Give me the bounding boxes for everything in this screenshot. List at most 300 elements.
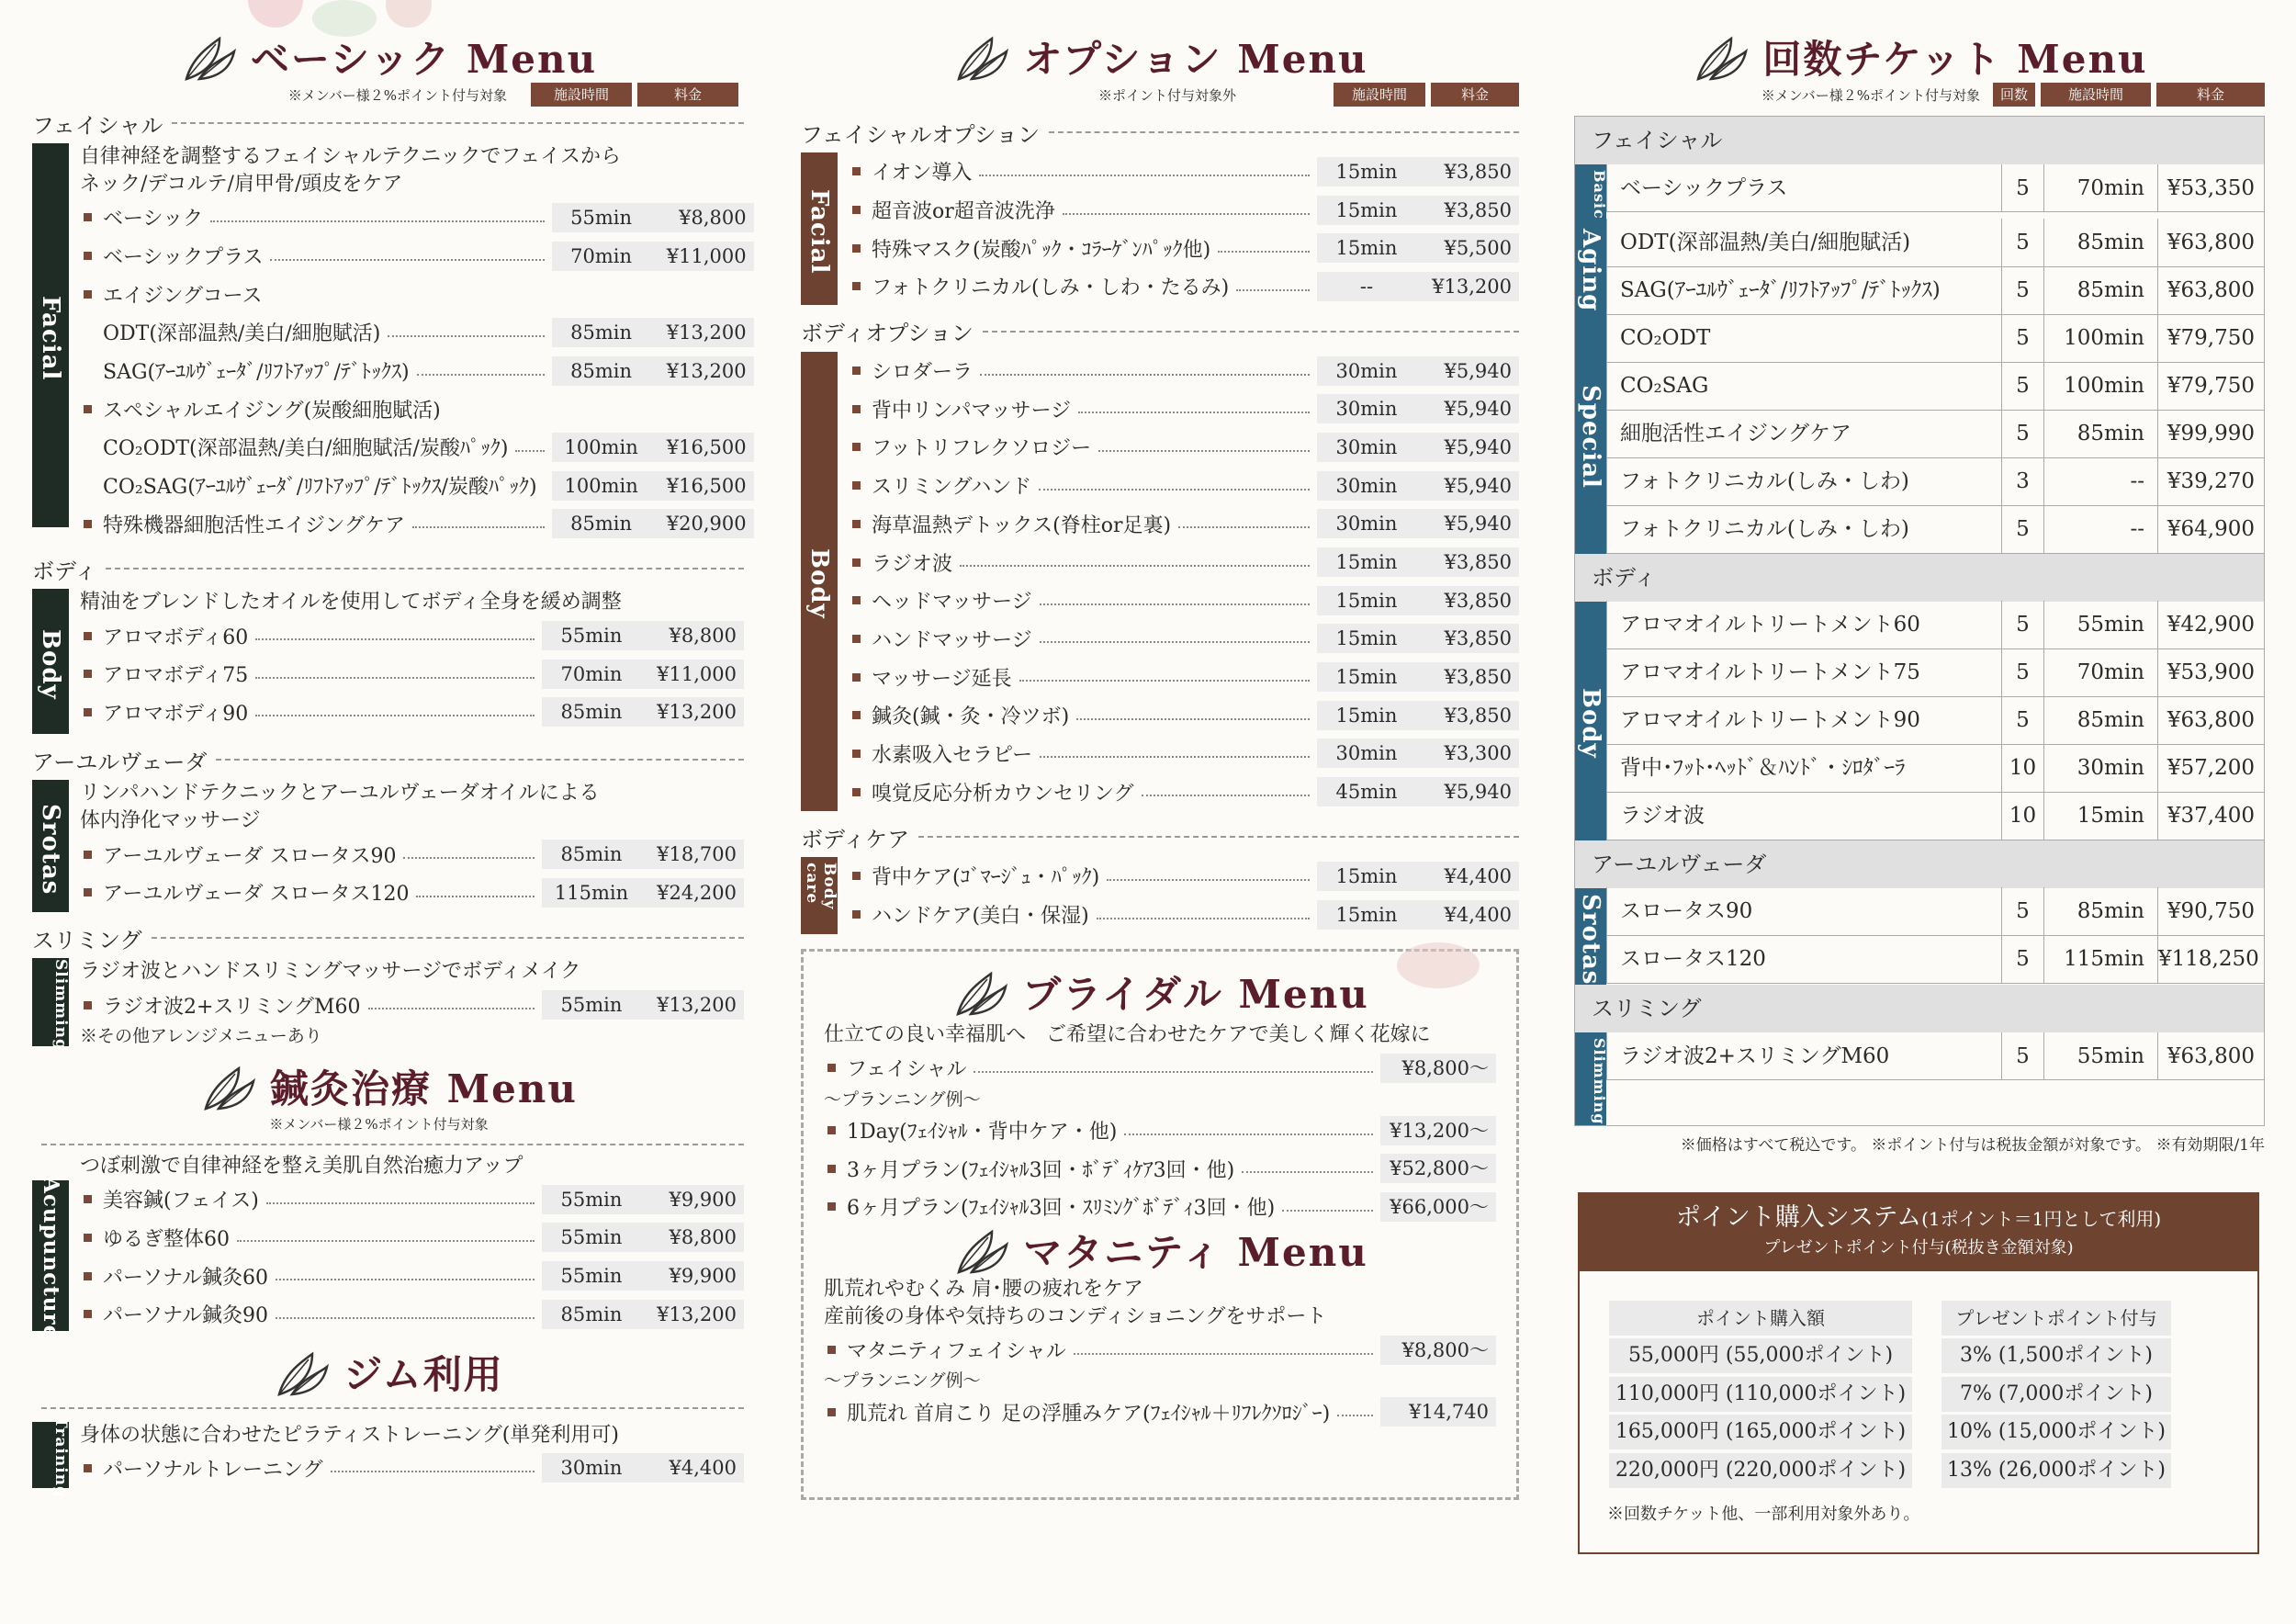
point-note: ※メンバー様２%ポイント付与対象: [287, 86, 507, 104]
section-header-bodycare: ボディケア: [801, 820, 1519, 853]
option-column: [801, 0, 1519, 1500]
item-time: 15min: [1317, 157, 1416, 186]
menu-row: [80, 352, 754, 390]
purchase-amount: 55,000円 (55,000ポイント): [1609, 1338, 1912, 1373]
menu-row: [80, 616, 744, 655]
dot-leader: [1097, 918, 1310, 919]
item-time: 85min: [2043, 696, 2157, 744]
item-price: ¥63,800: [2157, 1032, 2264, 1080]
menu-row: [80, 237, 754, 276]
menu-row: [849, 352, 1519, 390]
menu-row: [80, 874, 744, 912]
menu-row: [80, 1219, 744, 1257]
item-time: 85min: [542, 697, 641, 727]
item-price: ¥3,850: [1416, 547, 1519, 577]
square-bullet-icon: [84, 632, 92, 640]
item-count: 5: [2001, 1032, 2043, 1080]
item-price: ¥118,250: [2157, 935, 2264, 983]
menu-row: [849, 696, 1519, 735]
item-name: ラジオ波: [872, 552, 953, 576]
col-count-header: 回数: [1993, 83, 2035, 107]
item-name: パーソナル鍼灸60: [103, 1266, 269, 1290]
item-price: ¥63,800: [2157, 219, 2264, 266]
item-price: ¥13,200: [651, 356, 754, 386]
item-price: ¥5,940: [1416, 509, 1519, 538]
dot-leader: [416, 896, 535, 897]
item-name: フォトクリニカル(しみ・しわ): [1606, 457, 2001, 505]
ticket-row: [1606, 315, 2264, 363]
menu-row: [849, 735, 1519, 773]
leaf-icon: [179, 31, 238, 83]
item-time: 70min: [2043, 648, 2157, 696]
ticket-row: [1606, 164, 2264, 212]
item-price: ¥39,270: [2157, 457, 2264, 505]
gym-title: [32, 1343, 744, 1398]
item-time: 55min: [2043, 601, 2157, 648]
item-price: ¥5,940: [1416, 777, 1519, 806]
point-row: [1609, 1414, 2228, 1452]
dot-leader: [1040, 641, 1310, 643]
section-header-ayur: アーユルヴェーダ: [32, 743, 744, 776]
item-time: 85min: [552, 509, 651, 538]
item-time: 15min: [1317, 233, 1416, 263]
dot-leader: [1124, 1133, 1373, 1135]
menu-row: [80, 198, 754, 237]
side-label: Facial: [801, 152, 838, 305]
item-time: --: [2043, 505, 2157, 553]
item-time: 30min: [542, 1453, 641, 1483]
item-name: SAG(ｱｰﾕﾙｳﾞｪｰﾀﾞ/ﾘﾌﾄｱｯﾌﾟ/ﾃﾞﾄｯｸｽ): [103, 361, 410, 385]
dot-leader: [1242, 1171, 1373, 1173]
menu-row: [849, 428, 1519, 467]
dot-leader: [412, 526, 545, 528]
item-name: フォトクリニカル(しみ・しわ・たるみ): [872, 276, 1230, 300]
ticket-row: [1606, 220, 2264, 267]
square-bullet-icon: [852, 673, 861, 682]
section-title: ブライダル Menu: [1022, 972, 1369, 1017]
ticket-row: [1606, 697, 2264, 745]
square-bullet-icon: [84, 213, 92, 221]
dot-leader: [979, 175, 1310, 176]
plan-label: ～プランニング例～: [824, 1370, 981, 1392]
item-name: 6ヶ月プラン(ﾌｪｲｼｬﾙ3回・ｽﾘﾐﾝｸﾞﾎﾞﾃﾞｨ3回・他): [847, 1197, 1276, 1221]
bonus-points: 3% (1,500ポイント): [1941, 1338, 2171, 1373]
dot-leader: [1039, 489, 1310, 491]
menu-row: [849, 773, 1519, 811]
square-bullet-icon: [827, 1408, 836, 1416]
ticket-row: [1606, 602, 2264, 649]
dot-leader: [331, 1471, 535, 1472]
leaf-icon: [951, 1224, 1010, 1276]
side-label: Training: [32, 1422, 69, 1488]
item-name: ラジオ波: [1606, 792, 2001, 840]
square-bullet-icon: [852, 405, 861, 413]
item-name: 特殊マスク(炭酸ﾊﾟｯｸ・ｺﾗｰｹﾞﾝﾊﾟｯｸ他): [872, 238, 1211, 262]
square-bullet-icon: [827, 1126, 836, 1134]
item-price: ¥64,900: [2157, 505, 2264, 553]
item-time: 85min: [552, 318, 651, 347]
item-time: 15min: [1317, 900, 1416, 930]
section-header-slim: スリミング: [1575, 985, 2264, 1032]
item-name: ハンドマッサージ: [872, 628, 1032, 652]
section-title: ジム利用: [343, 1351, 504, 1397]
item-time: --: [2043, 457, 2157, 505]
item-price: ¥66,000～: [1380, 1192, 1496, 1222]
item-time: --: [1317, 272, 1416, 301]
dot-leader: [417, 374, 545, 376]
section-header-body: ボディ: [32, 552, 744, 585]
item-name: ベーシック: [103, 208, 204, 231]
side-label: Body: [32, 589, 69, 734]
item-price: ¥3,850: [1416, 157, 1519, 186]
side-label: Facial: [32, 143, 69, 527]
ticket-ayur-group: [1575, 888, 2264, 985]
item-name: ヘッドマッサージ: [872, 591, 1032, 615]
ticket-column: [1574, 0, 2265, 1157]
item-price: ¥20,900: [651, 509, 754, 538]
item-count: 10: [2001, 744, 2043, 792]
item-name: ベーシックプラス: [103, 246, 264, 270]
item-price: ¥3,300: [1416, 739, 1519, 768]
ticket-row: [1606, 411, 2264, 458]
item-time: 15min: [1317, 196, 1416, 225]
square-bullet-icon: [84, 1272, 92, 1280]
item-time: 100min: [2043, 314, 2157, 362]
menu-row: [80, 1449, 744, 1488]
menu-row: [80, 655, 744, 694]
section-title: 回数チケット Menu: [1762, 37, 2148, 82]
opt-facial-block: [801, 152, 1519, 306]
item-count: 10: [2001, 792, 2043, 840]
menu-row: [849, 543, 1519, 581]
item-name: 超音波or超音波洗浄: [872, 200, 1055, 224]
divider: [32, 1136, 744, 1153]
side-label: Body: [801, 352, 838, 811]
menu-row: [849, 191, 1519, 230]
item-count: 5: [2001, 505, 2043, 553]
dot-leader: [403, 857, 535, 859]
item-name: ODT(深部温熱/美白/細胞賦活): [103, 322, 381, 346]
bonus-points: 7% (7,000ポイント): [1941, 1377, 2171, 1412]
side-label: Basic: [1575, 164, 1606, 220]
dot-leader: [1236, 289, 1310, 291]
menu-row: [80, 835, 744, 874]
section-header-facial: フェイシャル: [1575, 117, 2264, 164]
item-name: 鍼灸(鍼・灸・冷ツボ): [872, 705, 1070, 729]
item-name: 背中ケア(ｺﾞﾏｰｼﾞｭ・ﾊﾟｯｸ): [872, 866, 1100, 890]
square-bullet-icon: [84, 670, 92, 678]
item-count: 5: [2001, 266, 2043, 314]
item-time: 55min: [552, 203, 651, 232]
item-time: 85min: [2043, 219, 2157, 266]
square-bullet-icon: [852, 481, 861, 490]
menu-row: [80, 986, 744, 1024]
square-bullet-icon: [84, 290, 92, 299]
dot-leader: [1076, 718, 1310, 720]
slim-block: [32, 958, 744, 1052]
section-header-facial: フェイシャル: [32, 107, 744, 140]
item-time: 55min: [542, 990, 641, 1020]
col-time-header: 施設時間: [531, 83, 632, 107]
ticket-row: [1606, 506, 2264, 554]
column-header: [1574, 83, 2265, 107]
dot-leader: [974, 1071, 1373, 1073]
item-name: ラジオ波2+スリミングM60: [1606, 1032, 2001, 1080]
item-price: ¥13,200～: [1380, 1116, 1496, 1145]
item-time: 15min: [1317, 662, 1416, 692]
item-price: ¥99,990: [2157, 410, 2264, 457]
item-price: ¥37,400: [2157, 792, 2264, 840]
item-time: 45min: [1317, 777, 1416, 806]
item-price: ¥14,740: [1380, 1397, 1496, 1427]
item-price: ¥63,800: [2157, 266, 2264, 314]
square-bullet-icon: [852, 750, 861, 758]
ticket-row: [1606, 1032, 2264, 1080]
item-time: 30min: [1317, 509, 1416, 538]
item-price: ¥63,800: [2157, 696, 2264, 744]
menu-row: [80, 389, 754, 428]
item-name: フェイシャル: [847, 1058, 967, 1082]
bonus-points: 10% (15,000ポイント): [1941, 1415, 2171, 1449]
bonus-points: 13% (26,000ポイント): [1941, 1453, 2171, 1488]
item-time: 30min: [1317, 739, 1416, 768]
gym-block: [32, 1416, 744, 1499]
item-name: スペシャルエイジング(炭酸細胞賦活): [103, 399, 441, 423]
menu-row: [849, 896, 1519, 934]
item-price: ¥79,750: [2157, 314, 2264, 362]
acu-block: [32, 1153, 744, 1340]
section-title: マタニティ Menu: [1023, 1229, 1368, 1275]
item-time: 15min: [1317, 701, 1416, 730]
item-price: ¥8,800～: [1380, 1336, 1496, 1365]
item-price: ¥3,850: [1416, 196, 1519, 225]
dot-leader: [255, 638, 535, 640]
item-name: 肌荒れ 首肩こり 足の浮腫みケア(ﾌｪｲｼｬﾙ＋ﾘﾌﾚｸｿﾛｼﾞｰ): [847, 1402, 1331, 1426]
square-bullet-icon: [852, 443, 861, 451]
divider: [32, 1398, 744, 1418]
option-title: [801, 28, 1519, 83]
gym-desc: 身体の状態に合わせたピラティストレーニング(単発利用可): [80, 1423, 619, 1447]
col-price-header: 料金: [637, 83, 738, 107]
section-title: 鍼灸治療 Menu: [270, 1066, 578, 1111]
menu-row: [849, 857, 1519, 896]
point-purchase-box: [1578, 1192, 2259, 1554]
point-row: [1609, 1375, 2228, 1414]
item-count: 5: [2001, 410, 2043, 457]
dot-leader: [1019, 680, 1310, 682]
menu-row: [849, 620, 1519, 659]
point-note: ※メンバー様２%ポイント付与対象: [1761, 86, 1980, 104]
item-name: 嗅覚反応分析カウンセリング: [872, 782, 1134, 806]
section-header-slim: スリミング: [32, 921, 744, 954]
square-bullet-icon: [852, 558, 861, 567]
dot-leader: [1337, 1415, 1373, 1416]
item-count: 5: [2001, 887, 2043, 935]
item-name: 水素吸入セラピー: [872, 743, 1033, 767]
item-price: ¥5,940: [1416, 433, 1519, 462]
square-bullet-icon: [84, 1195, 92, 1203]
menu-row: [80, 1295, 744, 1334]
menu-row: [824, 1188, 1496, 1226]
dot-leader: [1107, 879, 1310, 881]
item-time: 115min: [2043, 935, 2157, 983]
opt-body-block: [801, 352, 1519, 811]
item-price: ¥13,200: [651, 318, 754, 347]
item-price: ¥5,940: [1416, 356, 1519, 386]
dot-leader: [237, 1240, 535, 1242]
item-price: ¥16,500: [651, 471, 754, 501]
square-bullet-icon: [84, 520, 92, 528]
item-count: 5: [2001, 648, 2043, 696]
slim-desc: ラジオ波とハンドスリミングマッサージでボディメイク: [80, 960, 581, 984]
point-title-note: (1ポイント＝1円として利用): [1921, 1208, 2162, 1230]
point-note: ※回数チケット他、一部利用対象外あり。: [1607, 1504, 1920, 1524]
square-bullet-icon: [84, 888, 92, 897]
section-header-body: ボディ: [1575, 554, 2264, 602]
menu-row: [824, 1149, 1496, 1188]
menu-row: [80, 1257, 744, 1295]
square-bullet-icon: [84, 851, 92, 859]
dot-leader: [255, 715, 535, 716]
side-label: Special: [1575, 315, 1606, 554]
item-time: 85min: [2043, 410, 2157, 457]
point-note: ※メンバー様２%ポイント付与対象: [269, 1116, 489, 1133]
item-time: 70min: [552, 242, 651, 271]
purchase-amount: 220,000円 (220,000ポイント): [1609, 1453, 1912, 1488]
square-bullet-icon: [852, 206, 861, 214]
item-name: CO₂ODT(深部温熱/美白/細胞賦活/炭酸ﾊﾟｯｸ): [103, 437, 509, 461]
item-price: ¥24,200: [641, 878, 744, 908]
menu-row: [849, 467, 1519, 505]
facial-desc: 自律神経を調整するフェイシャルテクニックでフェイスから ネック/デコルテ/肩甲骨/頭皮をケア: [80, 145, 621, 196]
item-name: 海草温熱デトックス(脊柱or足裏): [872, 513, 1172, 537]
item-name: フォトクリニカル(しみ・しわ): [1606, 505, 2001, 553]
item-price: ¥8,800: [641, 621, 744, 650]
col-price-header: 料金: [2156, 83, 2265, 107]
item-name: イオン導入: [872, 162, 973, 186]
square-bullet-icon: [84, 708, 92, 716]
item-name: 背中･ﾌｯﾄ･ﾍｯﾄﾞ＆ﾊﾝﾄﾞ・ｼﾛﾀﾞｰﾗ: [1606, 744, 2001, 792]
item-name: 特殊機器細胞活性エイジングケア: [103, 513, 406, 537]
dot-leader: [1040, 603, 1310, 605]
acu-title: [32, 1057, 744, 1112]
dot-leader: [368, 1008, 535, 1009]
item-name: エイジングコース: [103, 284, 263, 308]
item-name: ハンドケア(美白・保湿): [872, 905, 1089, 929]
ticket-row: [1606, 793, 2264, 840]
square-bullet-icon: [852, 244, 861, 253]
dot-leader: [1074, 1353, 1373, 1355]
item-time: 85min: [542, 840, 641, 869]
item-time: 115min: [542, 878, 641, 908]
ticket-table: [1574, 116, 2265, 1126]
item-count: 5: [2001, 314, 2043, 362]
point-subtitle: プレゼントポイント付与(税抜き金額対象): [1763, 1238, 2074, 1257]
menu-row: [849, 581, 1519, 620]
bridal-maternity-box: [801, 949, 1519, 1500]
dot-leader: [515, 450, 544, 452]
item-name: ゆるぎ整体60: [103, 1227, 230, 1251]
dot-leader: [276, 1317, 535, 1319]
leaf-icon: [951, 31, 1010, 83]
menu-row: [849, 389, 1519, 428]
dot-leader: [1063, 213, 1310, 215]
square-bullet-icon: [827, 1202, 836, 1211]
item-name: CO₂ODT: [1606, 314, 2001, 362]
item-name: ベーシックプラス: [1606, 164, 2001, 212]
point-row: [1609, 1337, 2228, 1376]
item-price: ¥13,200: [641, 1300, 744, 1329]
dot-leader: [1282, 1210, 1373, 1212]
menu-row: [849, 152, 1519, 191]
ticket-row: [1606, 363, 2264, 411]
item-name: 3ヶ月プラン(ﾌｪｲｼｬﾙ3回・ﾎﾞﾃﾞｨｹｱ3回・他): [847, 1158, 1235, 1182]
item-price: ¥57,200: [2157, 744, 2264, 792]
square-bullet-icon: [84, 252, 92, 260]
item-count: 5: [2001, 601, 2043, 648]
dot-leader: [1098, 450, 1310, 452]
ticket-body-group: [1575, 602, 2264, 840]
item-price: ¥13,200: [641, 697, 744, 727]
item-time: 30min: [1317, 433, 1416, 462]
maternity-desc2: 産前後の身体や気持ちのコンディショニングをサポート: [824, 1304, 1327, 1328]
ticket-row: [1606, 936, 2264, 984]
side-label: Slimming: [1575, 1032, 1606, 1124]
square-bullet-icon: [852, 167, 861, 175]
item-time: 85min: [2043, 266, 2157, 314]
item-name: アーユルヴェーダ スロータス120: [103, 883, 410, 907]
item-name: マッサージ延長: [872, 667, 1012, 691]
item-time: 15min: [2043, 792, 2157, 840]
body-block: [32, 589, 744, 734]
item-name: 1Day(ﾌｪｲｼｬﾙ・背中ケア・他): [847, 1121, 1118, 1145]
ticket-facial-group: [1575, 220, 2264, 315]
menu-row: [849, 505, 1519, 544]
item-time: 55min: [542, 1261, 641, 1291]
item-price: ¥53,350: [2157, 164, 2264, 212]
square-bullet-icon: [827, 1064, 836, 1072]
column-header: [801, 83, 1519, 107]
menu-row: [80, 1180, 744, 1219]
item-name: フットリフレクソロジー: [872, 437, 1092, 461]
maternity-title: [824, 1230, 1496, 1276]
square-bullet-icon: [852, 635, 861, 643]
item-price: ¥8,800: [651, 203, 754, 232]
item-price: ¥52,800～: [1380, 1154, 1496, 1183]
menu-row: [80, 313, 754, 352]
item-name: スリミングハンド: [872, 476, 1032, 500]
item-name: アロマオイルトリートメント75: [1606, 648, 2001, 696]
dot-leader: [980, 374, 1310, 376]
item-price: ¥3,850: [1416, 624, 1519, 653]
item-price: ¥18,700: [641, 840, 744, 869]
square-bullet-icon: [827, 1165, 836, 1173]
item-name: アロマボディ90: [103, 702, 249, 726]
ticket-row: [1606, 745, 2264, 793]
item-name: アロマオイルトリートメント90: [1606, 696, 2001, 744]
menu-row: [824, 1331, 1496, 1370]
item-price: ¥90,750: [2157, 887, 2264, 935]
item-name: アーユルヴェーダ スロータス90: [103, 844, 397, 868]
item-name: アロマボディ60: [103, 626, 249, 649]
item-time: 55min: [542, 621, 641, 650]
square-bullet-icon: [852, 872, 861, 880]
point-table: [1609, 1299, 2228, 1490]
item-name: スロータス120: [1606, 935, 2001, 983]
ticket-facial-group: [1575, 315, 2264, 554]
col-price-header: 料金: [1431, 83, 1519, 107]
basic-title: [32, 28, 744, 83]
